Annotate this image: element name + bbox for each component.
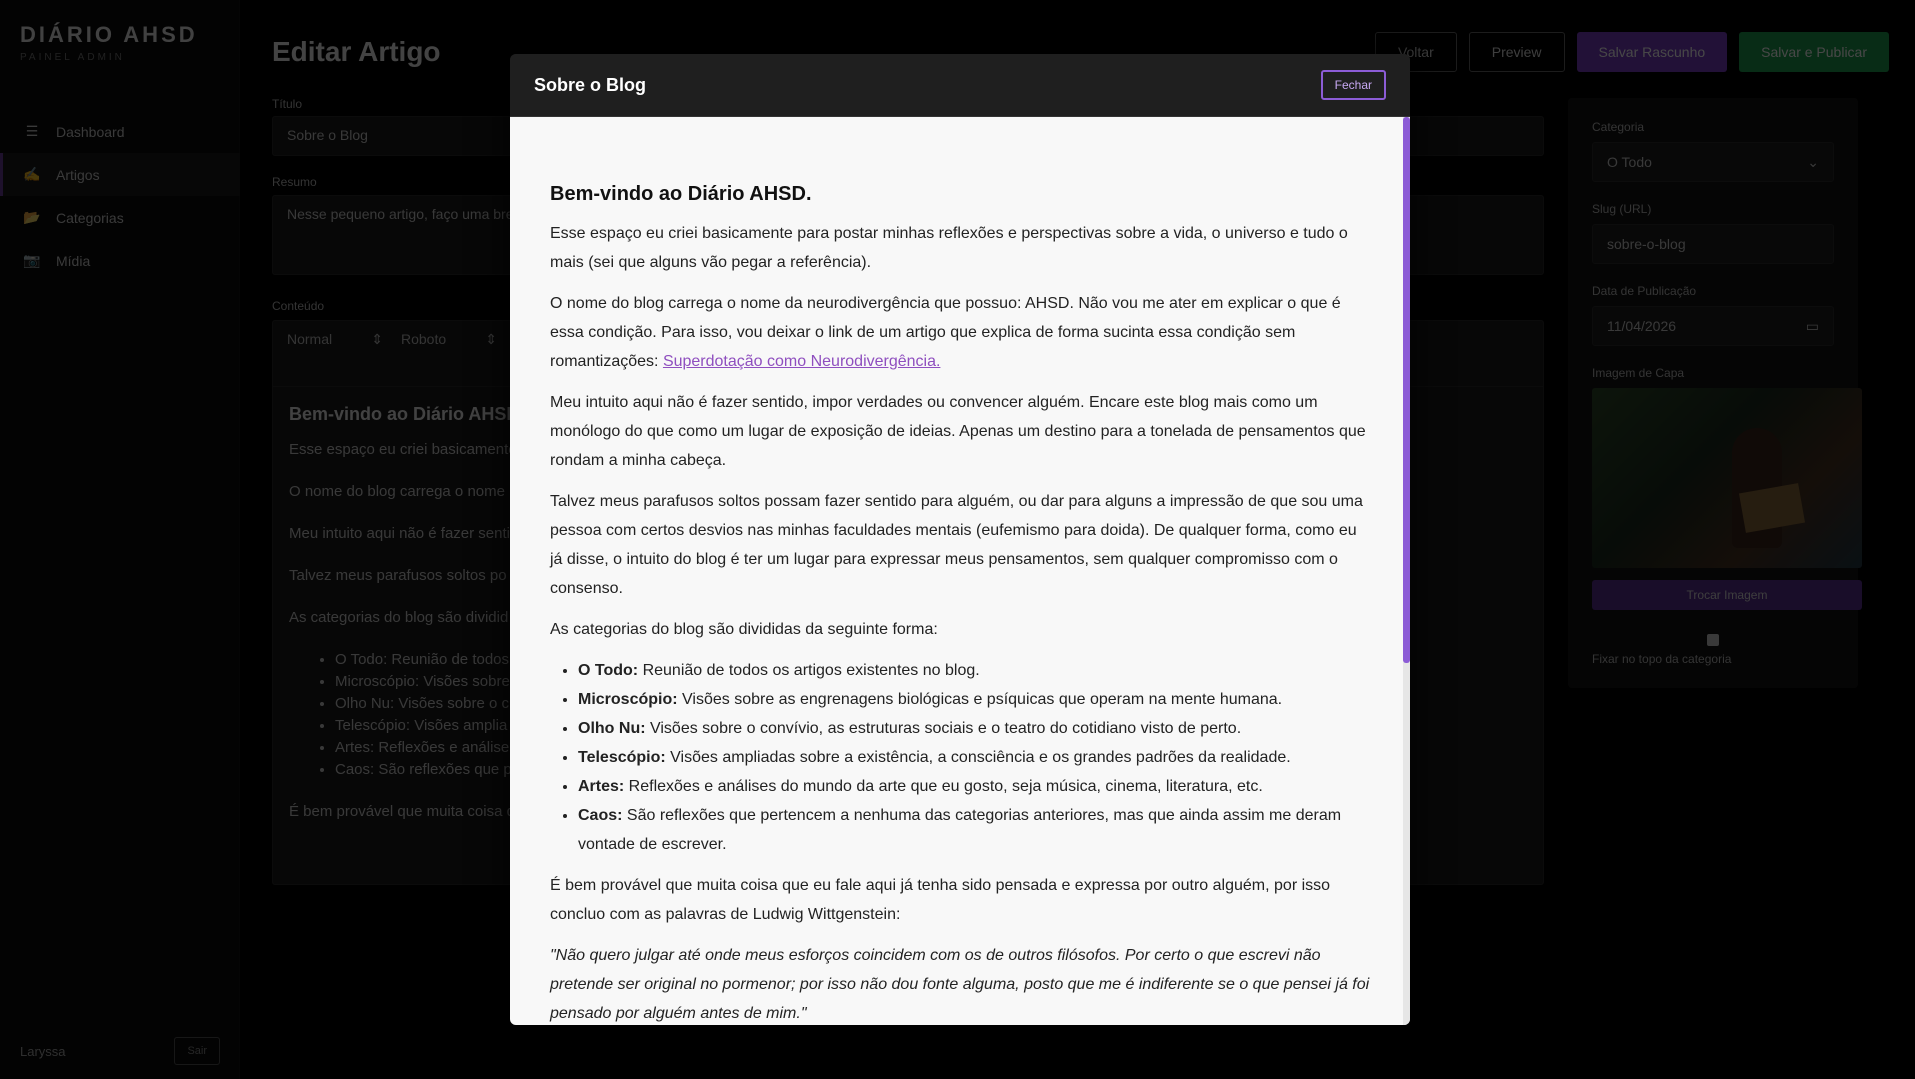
list-item [578, 743, 1370, 772]
category-desc: Reflexões e análises do mundo da arte que eu gosto, seja música, cinema, literatura, etc. [624, 778, 1263, 795]
category-name: Caos: [578, 807, 623, 824]
list-item [578, 656, 1370, 685]
modal-title: Sobre o Blog [534, 74, 646, 95]
category-name: O Todo: [578, 662, 639, 679]
list-item [578, 801, 1370, 859]
article-paragraph: Esse espaço eu criei basicamente para postar minhas reflexões e perspectivas sobre a vida, o universo e tudo o mais (sei que alguns vão pegar a referência). [550, 225, 1348, 271]
list-item [578, 714, 1370, 743]
article-paragraph: Meu intuito aqui não é fazer sentido, impor verdades ou convencer alguém. Encare este blog mais como um monólogo do que como um lugar de exposição de ideias. Apenas um destino para a tonelada de pensamentos que rondam a minha cabeça. [550, 394, 1366, 469]
article-heading: Bem-vindo ao Diário AHSD. [550, 183, 812, 205]
article-content [550, 181, 1370, 1025]
article-quote: "Não quero julgar até onde meus esforços coincidem com os de outros filósofos. Por certo o que escrevi não pretende ser original no pormenor; por isso não dou fonte alguma, posto que me é indiferente se o que pensei já foi pensado por alguém antes de mim." [550, 947, 1370, 1022]
article-paragraph: Talvez meus parafusos soltos possam fazer sentido para alguém, ou dar para alguns a impressão de que sou uma pessoa com certos desvios nas minhas faculdades mentais (eufemismo para doida). De qualquer forma, como eu já disse, o intuito do blog é ter um lugar para expressar meus pensamentos, sem qualquer compromisso com o consenso. [550, 493, 1363, 597]
category-desc: Visões sobre o convívio, as estruturas sociais e o teatro do cotidiano visto de perto. [645, 720, 1242, 737]
category-desc: Visões ampliadas sobre a existência, a consciência e os grandes padrões da realidade. [665, 749, 1291, 766]
article-paragraph: É bem provável que muita coisa que eu fale aqui já tenha sido pensada e expressa por outro alguém, por isso concluo com as palavras de Ludwig Wittgenstein: [550, 877, 1331, 923]
preview-modal [510, 54, 1410, 1025]
modal-body[interactable] [510, 117, 1410, 1025]
modal-scrollbar[interactable] [1403, 117, 1410, 1025]
article-paragraph [550, 289, 1370, 376]
category-name: Microscópio: [578, 691, 678, 708]
category-desc: Visões sobre as engrenagens biológicas e psíquicas que operam na mente humana. [677, 691, 1283, 708]
modal-scrollbar-thumb[interactable] [1403, 117, 1410, 663]
category-desc: Reunião de todos os artigos existentes no blog. [638, 662, 980, 679]
category-name: Telescópio: [578, 749, 666, 766]
modal-header [510, 54, 1410, 117]
category-name: Olho Nu: [578, 720, 646, 737]
list-item [578, 685, 1370, 714]
list-item [578, 772, 1370, 801]
article-paragraph: As categorias do blog são divididas da seguinte forma: [550, 621, 938, 638]
category-desc: São reflexões que pertencem a nenhuma das categorias anteriores, mas que ainda assim me deram vontade de escrever. [578, 807, 1342, 853]
category-name: Artes: [578, 778, 625, 795]
article-paragraph-text: O nome do blog carrega o nome da neurodivergência que possuo: AHSD. Não vou me ater em explicar o que é essa condição. Para isso, vou deixar o link de um artigo que explica de forma sucinta essa condição sem romantizações: [550, 295, 1341, 370]
article-link[interactable]: Superdotação como Neurodivergência. [662, 353, 941, 370]
category-list [578, 656, 1370, 859]
close-button[interactable]: Fechar [1321, 70, 1386, 100]
